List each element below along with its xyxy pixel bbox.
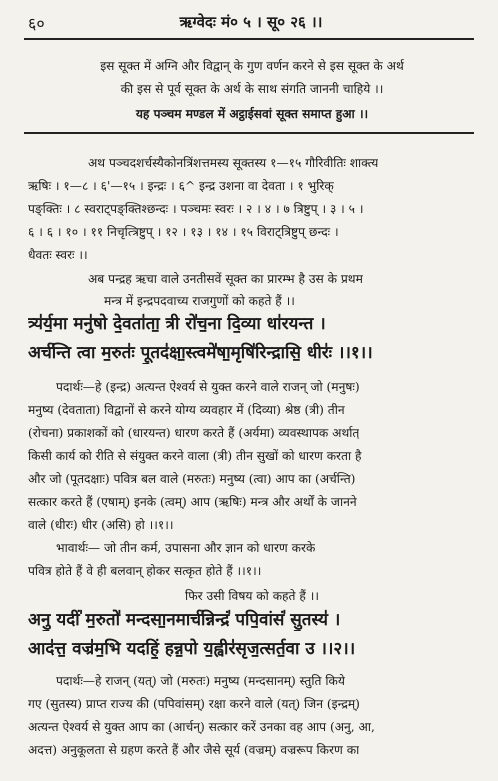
padartha-line: किसी कार्य को रीति से संयुक्त करने वाला (त्री) तीन सुखों को धारण करता है: [28, 449, 362, 463]
padartha-line: अत्यन्त ऐश्वर्य से युक्त आप का (आर्चन्) सत्कार करें उनका वह आप (अनु, आ,: [28, 720, 375, 734]
mantra-line: त्र्य॑र्य॒मा मनु॑षो दे॒वता॑ता॒ त्री रो॑च॒ना दि॒व्या धा॑रयन्त ।: [28, 314, 326, 334]
padartha-line: पदार्थः—हे (इन्द्र) अत्यन्त ऐश्वर्य से युक्त करने वाले राजन् जो (मनुषः): [56, 380, 360, 394]
page-header: [28, 10, 474, 34]
mantra-line: आद॑त्त॒ वज्र॑म॒भि यदहिं॒ हन्न॒पो य॒ह्वीर॑सृज॒त्सर्त॒वा उ ।।२।।: [28, 639, 356, 659]
padartha-line: मनुष्य (देवताता) विद्वानों से करने योग्य व्यवहार में (दिव्या) श्रेष्ठ (त्री) तीन: [28, 403, 345, 417]
anukramani-line: धैवतः स्वरः ।।: [28, 248, 88, 262]
lead-in-line: अब पन्द्रह ऋचा वाले उनतीसवें सूक्त का प्रारम्भ है उस के प्रथम: [88, 272, 363, 286]
header-rule: [24, 38, 474, 40]
padartha-line: पदार्थः—हे राजन् (यत्) जो (मरुतः) मनुष्य (मन्दसानम्) स्तुति किये: [56, 674, 345, 688]
padartha-line: अदत्त) अनुकूलता से ग्रहण करते हैं और जैसे सूर्य (वज्रम्) वज्ररूप किरण का: [28, 743, 360, 757]
anukramani-line: ऋषिः । १—८ । ६'—१५ । इन्द्रः । ६^ इन्द्र उशना वा देवता । १ भुरिक्: [28, 179, 334, 193]
padartha-line: (रोचना) प्रकाशकों को (धारयन्त) धारण करते हैं (अर्यमा) व्यवस्थापक अर्थात्: [28, 426, 360, 440]
mantra-line: अर्च॑न्ति त्वा म॒रुतः॑ पू॒तद॑क्षा॒स्त्वमे॑षा॒मृषि॑रिन्द्रासि॒ धीरः॑ ।।१।।: [28, 343, 373, 363]
bhavartha-line: भावार्थः— जो तीन कर्म, उपासना और ज्ञान को धारण करके: [56, 541, 316, 555]
running-title: ऋग्वेदः मं० ५ । सू० २६ ।।: [179, 13, 323, 31]
bhavartha-line: पवित्र होते हैं वे ही बलवान् होकर सत्कृत होते हैं ।।१।।: [28, 564, 262, 578]
intro-line: इस सूक्त में अग्नि और विद्वान् के गुण वर्णन करने से इस सूक्त के अर्थ: [100, 59, 404, 73]
anukramani-line: पङ्क्तिः । ८ स्वराट्पङ्क्तिश्छन्दः । पञ्चमः स्वरः । २ । ४ । ७ त्रिष्टुप् । ३ । ५ ।: [28, 202, 364, 216]
padartha-line: और जो (पूतदक्षाः) पवित्र बल वाले (मरुतः) मनुष्य (त्वा) आप का (अर्चन्ति): [28, 472, 356, 486]
lead-in-line: मन्त्र में इन्द्रपदवाच्य राजगुणों को कहते हैं ।।: [104, 294, 295, 308]
anukramani-line: अथ पञ्चदशर्चस्यैकोनत्रिंशत्तमस्य सूक्तस्य १—१५ गौरिवीतिः शाक्त्य: [88, 156, 379, 170]
padartha-line: सत्कार करते हैं (एषाम्) इनके (त्वम्) आप (ऋषिः) मन्त्र और अर्थों के जानने: [28, 495, 357, 509]
anukramani-line: ६ । ६ । १० । ११ निचृत्त्रिष्टुप् । १२ । १३ । १४ । १५ विराट्त्रिष्टुप् छन्दः ।: [28, 225, 339, 239]
section-rule: [24, 132, 474, 134]
padartha-line: गए (सुतस्य) प्राप्त राज्य की (पपिवांसम्) रक्षा करने वाले (यत्) जिन (इन्द्रम्): [28, 697, 360, 711]
padartha-line: वाले (धीरः) धीर (असि) हो ।।१।।: [28, 518, 174, 532]
intro-line: की इस से पूर्व सूक्त के अर्थ के साथ संगति जाननी चाहिये ।।: [120, 82, 384, 96]
lead-in-line: फिर उसी विषय को कहते हैं ।।: [185, 589, 319, 603]
mantra-line: अनु॒ यदीं॑ म॒रुतो॑ मन्दसा॒नमार्च॑न्निन्द्रं॑ पपि॒वांसं॑ सु॒तस्य॑ ।: [28, 610, 341, 630]
sukta-end-note: यह पञ्चम मण्डल में अट्ठाईसवां सूक्त समाप्त हुआ ।।: [135, 107, 369, 121]
page-number: ६०: [28, 14, 45, 33]
